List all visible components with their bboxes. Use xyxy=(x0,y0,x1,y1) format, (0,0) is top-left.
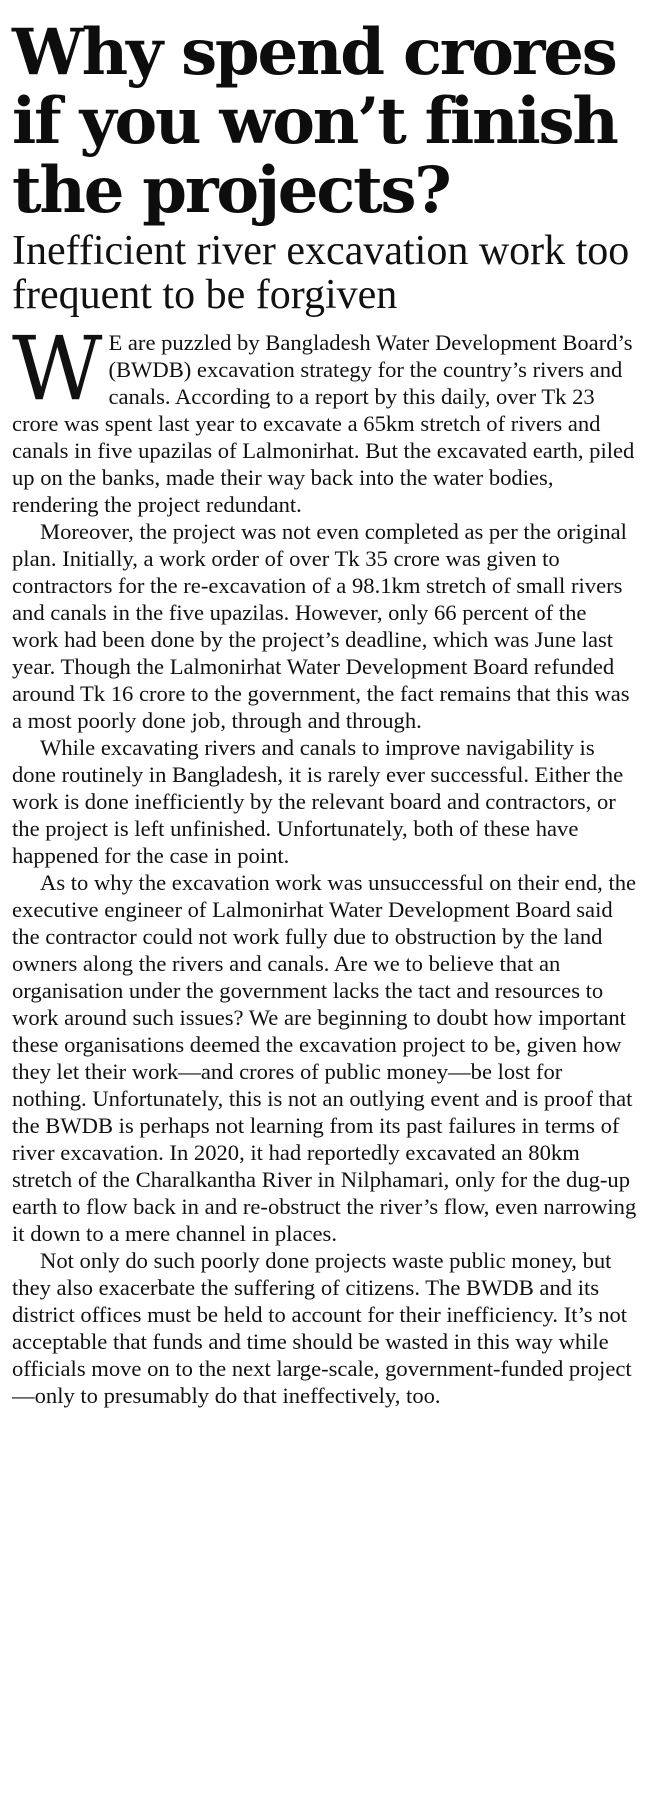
paragraph-4: As to why the excavation work was unsuccessful on their end, the executive engineer of Lalmonirhat Water Development Board said the contractor could not work fully due to obstruction by the land owners along the rivers and canals. Are we to believe that an organisation under the government lacks the tact and resources to work around such issues? We are beginning to doubt how important these organisations deemed the excavation project to be, given how they let their work—and crores of public money—be lost for nothing. Unfortunately, this is not an outlying event and is proof that the BWDB is perhaps not learning from its past failures in terms of river excavation. In 2020, it had reportedly excavated an 80km stretch of the Charalkantha River in Nilphamari, only for the dug-up earth to flow back in and re-obstruct the river’s flow, even narrowing it down to a mere channel in places. xyxy=(12,870,637,1246)
paragraph-1-text: E are puzzled by Bangladesh Water Development Board’s (BWDB) excavation strategy for the country’s rivers and canals. According to a report by this daily, over Tk 23 crore was spent last year to excavate a 65km stretch of rivers and canals in five upazilas of Lalmonirhat. But the excavated earth, piled up on the banks, made their way back into the water bodies, rendering the project redundant. xyxy=(12,330,635,517)
paragraph-3: While excavating rivers and canals to improve navigability is done routinely in Bangladesh, it is rarely ever successful. Either the work is done inefficiently by the relevant board and contractors, or the project is left unfinished. Unfortunately, both of these have happened for the case in point. xyxy=(12,735,624,868)
headline: Why spend crores if you won’t finish the projects? xyxy=(12,15,617,228)
paragraph-5: Not only do such poorly done projects waste public money, but they also exacerbate the suffering of citizens. The BWDB and its district offices must be held to account for their inefficiency. It’s not acceptable that funds and time should be wasted in this way while officials move on to the next large-scale, government-funded project—only to presumably do that ineffectively, too. xyxy=(12,1248,632,1408)
paragraph-2: Moreover, the project was not even completed as per the original plan. Initially, a work order of over Tk 35 crore was given to contractors for the re-excavation of a 98.1km stretch of small rivers and canals in the five upazilas. However, only 66 percent of the work had been done by the project’s deadline, which was June last year. Though the Lalmonirhat Water Development Board refunded around Tk 16 crore to the government, the fact remains that this was a most poorly done job, through and through. xyxy=(12,519,630,733)
editorial-article xyxy=(12,15,638,1409)
drop-cap: W xyxy=(12,317,99,420)
subhead: Inefficient river excavation work too frequent to be forgiven xyxy=(12,228,630,318)
article-body xyxy=(12,317,638,1409)
paragraph-1 xyxy=(12,317,638,518)
